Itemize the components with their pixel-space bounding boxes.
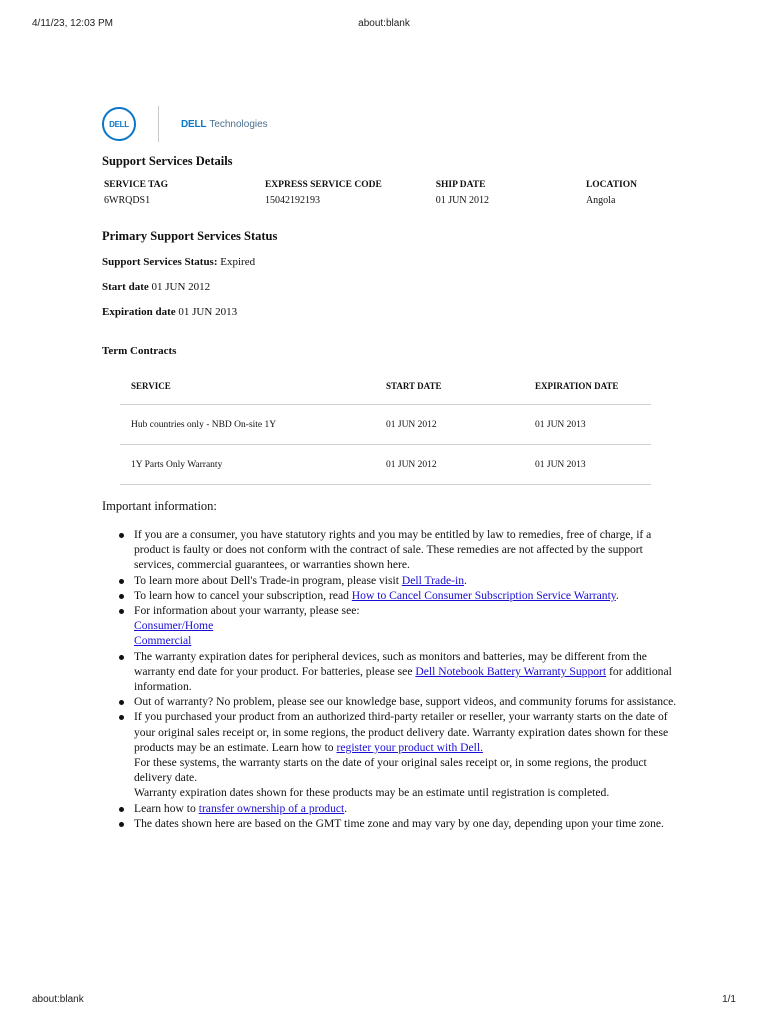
list-item bbox=[134, 573, 679, 588]
header-ship-date: SHIP DATE bbox=[435, 180, 486, 190]
list-item bbox=[134, 649, 679, 695]
third-party-text: If you purchased your product from an authorized third-party retailer or reseller, your warranty starts on the date of your original sales receipt or, in some regions, the product delivery date. Warranty expiration dates shown for these products may be an estimate. Learn how to bbox=[134, 710, 669, 754]
important-info-list bbox=[134, 527, 679, 831]
term-header-row bbox=[120, 368, 651, 405]
trade-in-text: To learn more about Dell's Trade-in program, please visit bbox=[134, 573, 402, 587]
status-line bbox=[102, 256, 255, 268]
start-date-label: Start date bbox=[102, 281, 149, 293]
table-row bbox=[120, 405, 651, 445]
primary-status-title: Primary Support Services Status bbox=[102, 229, 278, 243]
dell-logo-icon bbox=[102, 107, 136, 141]
register-product-link[interactable]: register your product with Dell. bbox=[336, 740, 484, 754]
print-page-title: about:blank bbox=[358, 18, 410, 29]
list-item bbox=[134, 527, 679, 573]
value-express-code: 15042192193 bbox=[264, 195, 320, 206]
gmt-timezone-text: The dates shown here are based on the GMT time zone and may vary by one day, depending upon your time zone. bbox=[134, 816, 664, 830]
dell-logo-row bbox=[102, 104, 268, 144]
header-express-code: EXPRESS SERVICE CODE bbox=[264, 180, 382, 190]
transfer-ownership-link[interactable]: transfer ownership of a product bbox=[198, 801, 345, 815]
list-item bbox=[134, 694, 679, 709]
cell-start-date: 01 JUN 2012 bbox=[386, 459, 437, 470]
value-ship-date: 01 JUN 2012 bbox=[435, 195, 490, 206]
cancel-subscription-link[interactable]: How to Cancel Consumer Subscription Service Warranty bbox=[351, 588, 616, 602]
value-location: Angola bbox=[585, 195, 616, 206]
term-contracts-table bbox=[120, 368, 651, 485]
trade-in-suffix: . bbox=[464, 573, 467, 587]
list-item bbox=[134, 816, 679, 831]
expiration-date-value: 01 JUN 2013 bbox=[178, 306, 238, 318]
start-date-value: 01 JUN 2012 bbox=[151, 281, 211, 293]
header-start-date: START DATE bbox=[386, 381, 442, 391]
third-party-text-2: For these systems, the warranty starts on the date of your original sales receipt or, in some regions, the product delivery date. bbox=[134, 756, 647, 785]
cell-service: Hub countries only - NBD On-site 1Y bbox=[131, 419, 277, 430]
header-location: LOCATION bbox=[585, 180, 637, 190]
battery-warranty-link[interactable]: Dell Notebook Battery Warranty Support bbox=[415, 664, 607, 678]
dell-trade-in-link[interactable]: Dell Trade-in bbox=[401, 573, 465, 587]
table-row bbox=[120, 445, 651, 485]
consumer-home-link[interactable]: Consumer/Home bbox=[134, 619, 214, 633]
important-info-title: Important information: bbox=[102, 499, 217, 513]
expiration-date-line bbox=[102, 306, 237, 318]
list-item bbox=[134, 709, 679, 800]
cancel-subscription-suffix: . bbox=[615, 588, 619, 602]
expiration-date-label: Expiration date bbox=[102, 306, 176, 318]
header-service-tag: SERVICE TAG bbox=[104, 180, 168, 190]
term-contracts-title: Term Contracts bbox=[102, 345, 177, 357]
dell-brand-suffix: Technologies bbox=[209, 118, 268, 130]
status-label: Support Services Status: bbox=[102, 256, 218, 268]
peripheral-warranty-text: The warranty expiration dates for peripheral devices, such as monitors and batteries, may be different from the warranty end date for your product. For batteries, please see bbox=[134, 649, 647, 678]
cell-start-date: 01 JUN 2012 bbox=[386, 419, 437, 430]
status-value: Expired bbox=[220, 256, 256, 268]
consumer-rights-text: If you are a consumer, you have statutory rights and you may be entitled by law to remedies, free of charge, if a product is faulty or does not conform with the contract of sale. These remedies are not affected by the support services, commercial guarantees, or warranties shown here. bbox=[134, 528, 652, 572]
cell-service: 1Y Parts Only Warranty bbox=[131, 459, 223, 470]
transfer-ownership-suffix: . bbox=[344, 801, 348, 815]
third-party-text-3: Warranty expiration dates shown for these products may be an estimate until registration is completed. bbox=[134, 786, 610, 800]
value-service-tag: 6WRQDS1 bbox=[104, 195, 151, 206]
start-date-line bbox=[102, 281, 210, 293]
warranty-info-text: For information about your warranty, please see: bbox=[134, 604, 360, 618]
battery-warranty-suffix: for additional information. bbox=[134, 664, 672, 694]
print-datetime: 4/11/23, 12:03 PM bbox=[32, 18, 113, 29]
logo-divider bbox=[158, 106, 159, 142]
print-footer-url: about:blank bbox=[32, 994, 84, 1005]
dell-brand: DELL bbox=[181, 118, 207, 130]
print-page-number: 1/1 bbox=[722, 994, 736, 1005]
cell-expiration-date: 01 JUN 2013 bbox=[535, 459, 586, 470]
dell-technologies-logo bbox=[181, 119, 268, 130]
header-expiration-date: EXPIRATION DATE bbox=[535, 381, 619, 391]
cell-expiration-date: 01 JUN 2013 bbox=[535, 419, 586, 430]
details-value-row bbox=[104, 195, 664, 206]
out-of-warranty-text: Out of warranty? No problem, please see our knowledge base, support videos, and community forums for assistance. bbox=[134, 695, 677, 709]
support-details-table bbox=[104, 180, 664, 206]
list-item bbox=[134, 603, 679, 649]
dell-logo-mark: DELL bbox=[109, 119, 129, 129]
header-service: SERVICE bbox=[131, 381, 171, 391]
list-item bbox=[134, 801, 679, 816]
details-header-row bbox=[104, 180, 664, 190]
transfer-ownership-text: Learn how to bbox=[134, 801, 199, 815]
list-item bbox=[134, 588, 679, 603]
commercial-link[interactable]: Commercial bbox=[134, 634, 192, 648]
cancel-subscription-text: To learn how to cancel your subscription, read bbox=[134, 588, 352, 602]
support-details-title: Support Services Details bbox=[102, 154, 233, 168]
